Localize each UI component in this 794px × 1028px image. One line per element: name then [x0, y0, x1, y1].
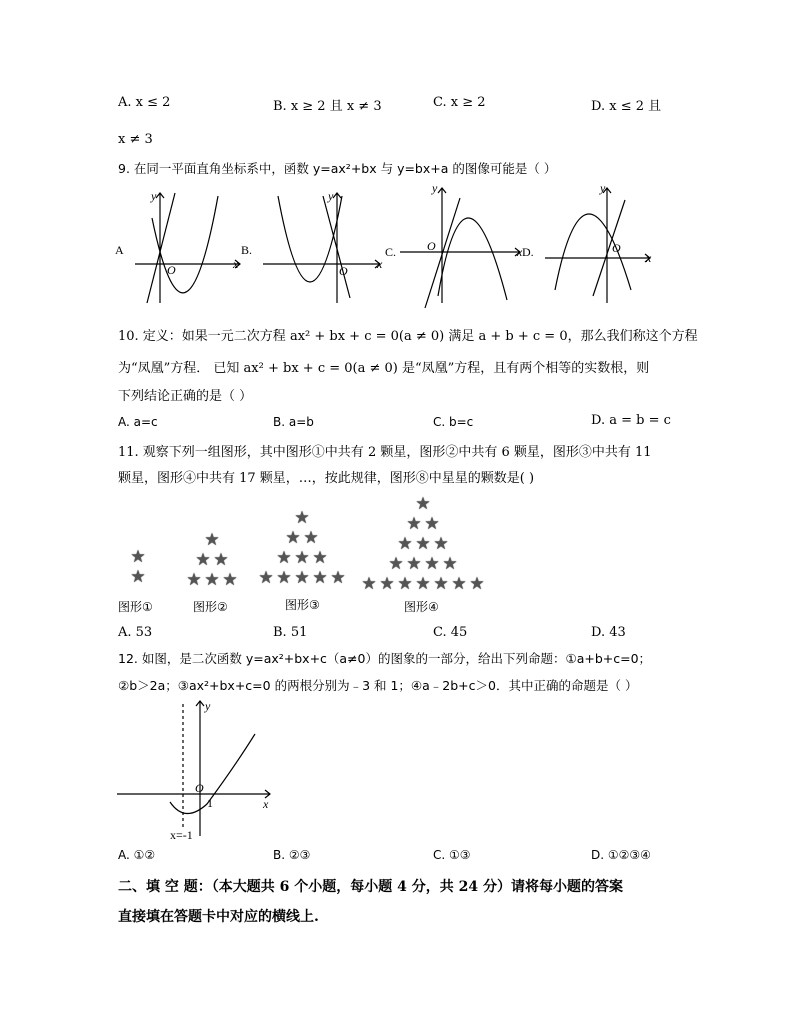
star-icon: ★	[276, 568, 292, 588]
q11-option-b: B. 51	[273, 625, 308, 640]
q11-line-1: 11. 观察下列一组图形，其中图形①中共有 2 颗星，图形②中共有 6 颗星，图形③中共有 11	[118, 445, 652, 460]
star-icon: ★	[424, 514, 440, 534]
star-icon: ★	[186, 570, 202, 590]
star-icon: ★	[294, 548, 310, 568]
star-icon: ★	[415, 574, 431, 594]
star-icon: ★	[433, 574, 449, 594]
q9-a-x: x	[233, 257, 239, 271]
q12-option-c: C. ①③	[433, 848, 471, 862]
star-icon: ★	[388, 554, 404, 574]
q10-line-1: 10. 定义：如果一元二次方程 ax² + bx + c = 0(a ≠ 0) 满足 a + b + c = 0，那么我们称这个方程	[118, 329, 698, 344]
q11-figure-1-label: 图形①	[118, 600, 153, 614]
star-icon: ★	[276, 548, 292, 568]
q9-b-x: x	[377, 257, 383, 271]
q9-stem: 9. 在同一平面直角坐标系中，函数 y=ax²+bx 与 y=bx+a 的图像可能是（ ）	[118, 161, 557, 176]
star-icon: ★	[312, 548, 328, 568]
q12-option-b: B. ②③	[273, 848, 311, 862]
q9-b-o: O	[339, 264, 348, 278]
q9-graphs	[115, 178, 675, 308]
q11-option-a: A. 53	[118, 625, 153, 640]
star-icon: ★	[258, 568, 274, 588]
q9-label-a: A	[115, 243, 124, 257]
star-icon: ★	[397, 574, 413, 594]
q12-line-2: ②b＞2a；③ax²+bx+c=0 的两根分别为﹣3 和 1；④a﹣2b+c＞0．其中正确的命题是（ ）	[118, 678, 638, 693]
star-icon: ★	[204, 530, 220, 550]
star-icon: ★	[451, 574, 467, 594]
q11-figure-4-label: 图形④	[404, 600, 439, 614]
q9-a-y: y	[151, 189, 157, 203]
q9-a-o: O	[167, 263, 176, 277]
star-icon: ★	[361, 574, 377, 594]
q10-option-b: B. a=b	[273, 415, 314, 429]
q10-option-c: C. b=c	[433, 415, 474, 429]
q11-figure-1	[128, 547, 148, 587]
q11-figure-3	[257, 508, 347, 588]
star-icon: ★	[424, 554, 440, 574]
q11-figure-4	[358, 494, 488, 594]
q12-option-a: A. ①②	[118, 848, 156, 862]
star-icon: ★	[130, 567, 146, 587]
q11-option-d: D. 43	[591, 625, 626, 640]
q9-b-y: y	[328, 189, 334, 203]
star-icon: ★	[379, 574, 395, 594]
star-icon: ★	[406, 554, 422, 574]
q9-c-x: x	[517, 245, 523, 259]
q10-line-3: 下列结论正确的是（ ）	[118, 389, 253, 404]
q12-y-label: y	[205, 699, 211, 713]
star-icon: ★	[222, 570, 238, 590]
q12-one-label: 1	[207, 796, 213, 810]
q8-option-b: B. x ≥ 2 且 x ≠ 3	[273, 99, 382, 114]
star-icon: ★	[195, 550, 211, 570]
q12-graph	[115, 696, 275, 841]
q12-axis-of-symmetry-label: x=-1	[170, 828, 193, 841]
star-icon: ★	[204, 570, 220, 590]
q12-option-d: D. ①②③④	[591, 848, 651, 862]
star-icon: ★	[285, 528, 301, 548]
star-icon: ★	[330, 568, 346, 588]
section-2-instruction: 直接填在答题卡中对应的横线上.	[118, 909, 319, 925]
q11-figure-2-label: 图形②	[193, 600, 228, 614]
q9-label-d: D.	[522, 245, 534, 259]
q9-label-c: C.	[385, 245, 397, 259]
q9-c-o: O	[427, 239, 436, 253]
q9-d-y: y	[600, 181, 606, 195]
q12-origin: O	[195, 781, 204, 795]
q8-option-c: C. x ≥ 2	[433, 95, 486, 110]
q11-figure-3-label: 图形③	[285, 598, 320, 612]
star-icon: ★	[312, 568, 328, 588]
q8-option-d-continued: x ≠ 3	[118, 132, 153, 147]
star-icon: ★	[469, 574, 485, 594]
star-icon: ★	[442, 554, 458, 574]
q10-option-d: D. a = b = c	[591, 413, 671, 428]
q12-line-1: 12. 如图，是二次函数 y=ax²+bx+c（a≠0）的图象的一部分，给出下列命题：①a+b+c=0；	[118, 651, 652, 666]
q9-d-o: O	[612, 241, 621, 255]
q8-option-a: A. x ≤ 2	[118, 95, 171, 110]
star-icon: ★	[294, 568, 310, 588]
star-icon: ★	[303, 528, 319, 548]
star-icon: ★	[433, 534, 449, 554]
q8-option-d: D. x ≤ 2 且	[591, 99, 662, 114]
q11-option-c: C. 45	[433, 625, 468, 640]
star-icon: ★	[294, 508, 310, 528]
q9-d-x: x	[646, 251, 652, 265]
star-icon: ★	[397, 534, 413, 554]
q9-label-b: B.	[241, 243, 253, 257]
star-icon: ★	[130, 547, 146, 567]
q10-option-a: A. a=c	[118, 415, 158, 429]
q11-line-2: 颗星，图形④中共有 17 颗星，…，按此规律，图形⑧中星星的颗数是( )	[118, 471, 535, 486]
star-icon: ★	[415, 534, 431, 554]
star-icon: ★	[213, 550, 229, 570]
star-icon: ★	[415, 494, 431, 514]
q11-figure-2	[183, 530, 241, 590]
section-2-heading: 二、填 空 题：（本大题共 6 个小题，每小题 4 分，共 24 分）请将每小题的答案	[118, 879, 623, 895]
q9-c-y: y	[432, 181, 438, 195]
q12-x-label: x	[263, 797, 269, 811]
q10-line-2: 为“凤凰”方程． 已知 ax² + bx + c = 0(a ≠ 0) 是“凤凰”方程，且有两个相等的实数根，则	[118, 361, 650, 376]
star-icon: ★	[406, 514, 422, 534]
